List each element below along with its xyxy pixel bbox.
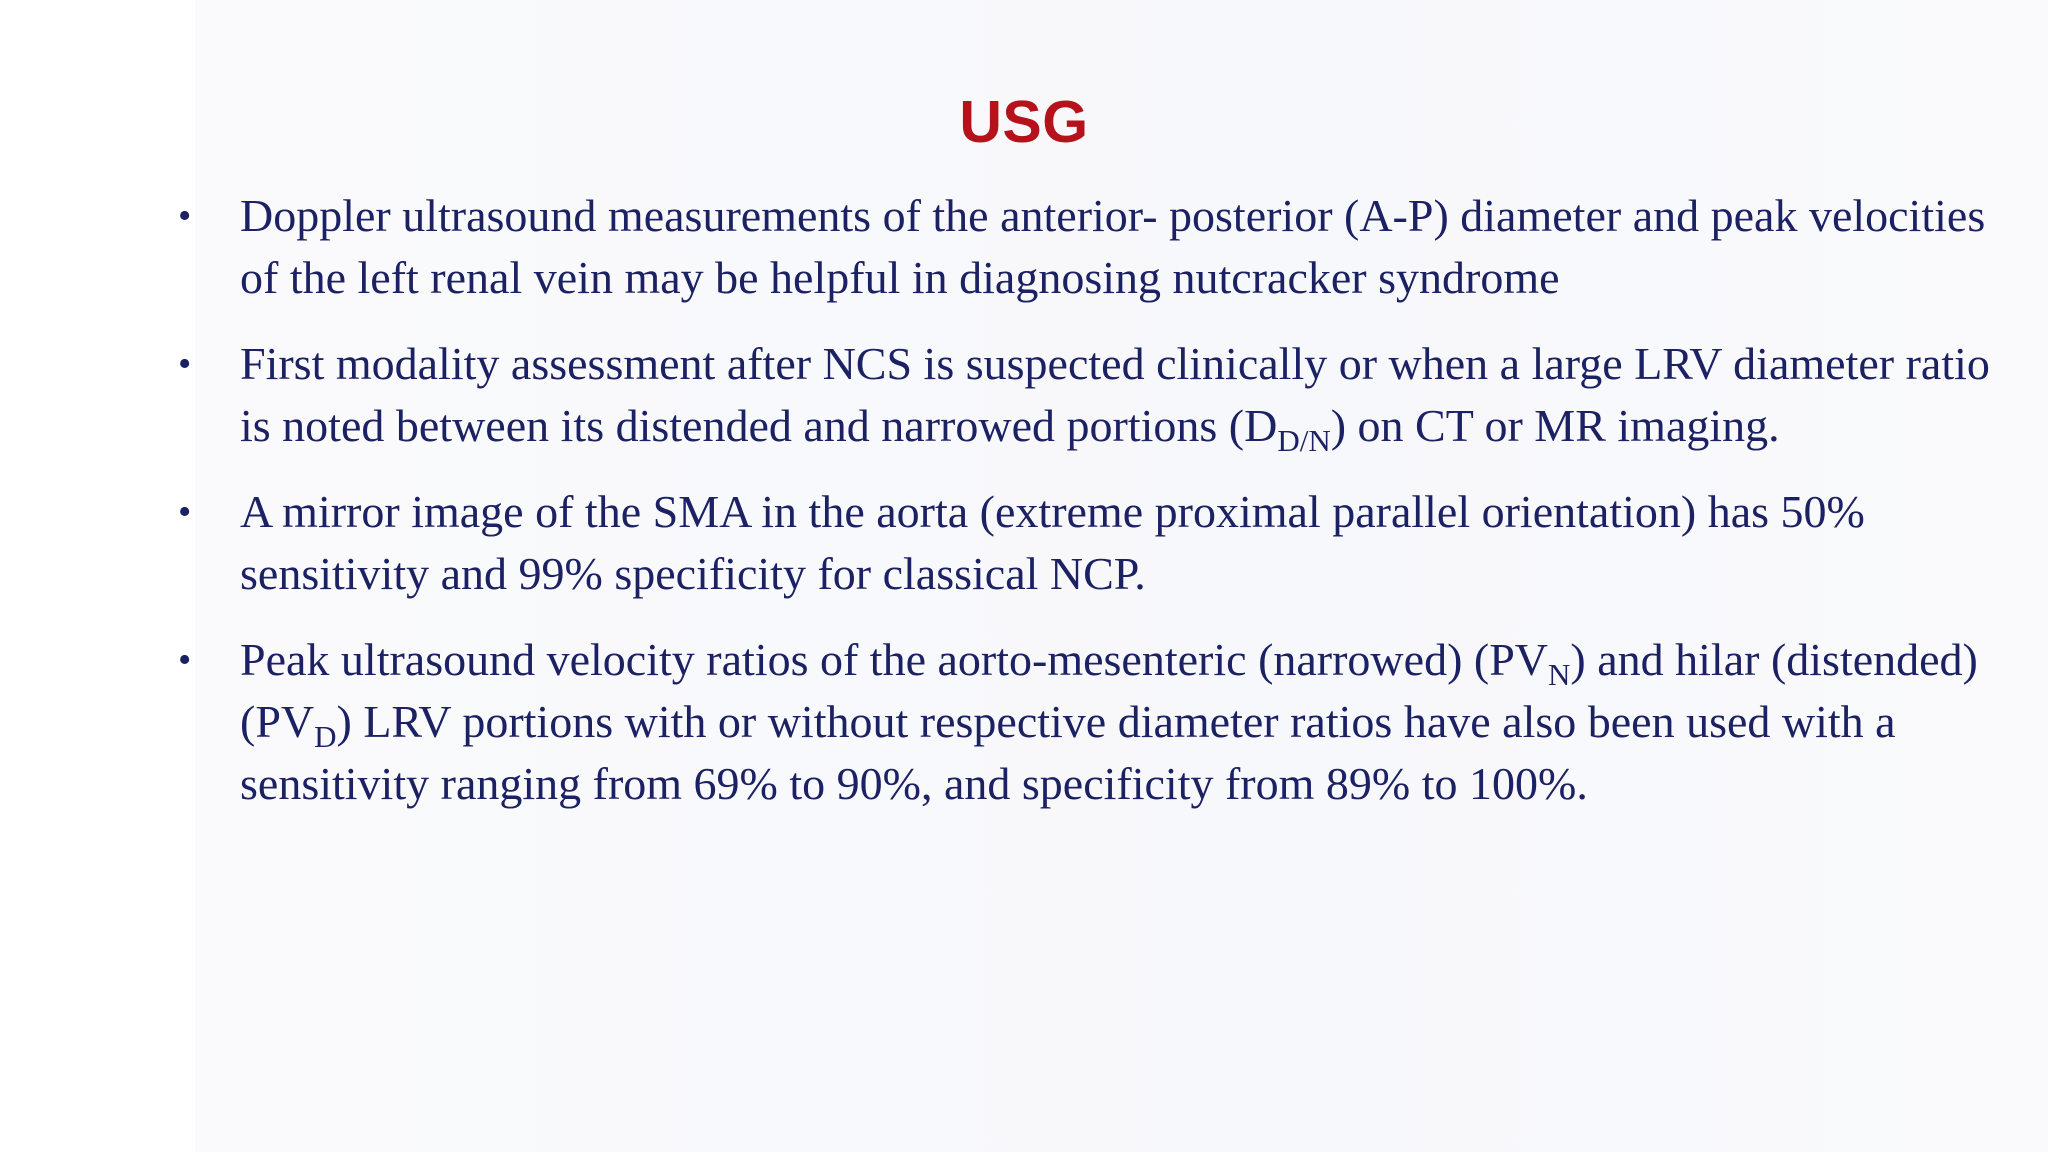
bullet-marker: • — [178, 343, 192, 385]
bullet-marker: • — [178, 639, 192, 681]
bullet-item-4 — [178, 629, 1998, 815]
bullet-text-3: A mirror image of the SMA in the aorta (extreme proximal parallel orientation) has 50% sensitivity and 99% specificity for classical NCP. — [240, 486, 1865, 599]
subscript-n: N — [1548, 657, 1571, 692]
bullet-text-4-after: ) LRV portions with or without respective diameter ratios have also been used with a sensitivity ranging from 69% to 90%, and specificity from 89% to 100%. — [240, 696, 1896, 809]
bullet-item-1 — [178, 185, 1998, 309]
bullet-text-2-after: ) on CT or MR imaging. — [1330, 400, 1780, 451]
subscript-d-n: D/N — [1277, 423, 1331, 458]
bullet-text-4-before: Peak ultrasound velocity ratios of the aorto-mesenteric (narrowed) (PV — [240, 634, 1549, 685]
bullet-text-4-middle: ) and hilar (distended) (PV — [240, 634, 1978, 747]
bullet-item-2 — [178, 333, 1998, 457]
bullet-text-2-before: First modality assessment after NCS is suspected clinically or when a large LRV diameter ratio is noted between its distended and narrowed portions (D — [240, 338, 1990, 451]
bullet-list — [178, 185, 1998, 839]
slide-title: USG — [959, 89, 1089, 155]
bullet-text-1: Doppler ultrasound measurements of the anterior- posterior (A-P) diameter and peak velocities of the left renal vein may be helpful in diagnosing nutcracker syndrome — [240, 190, 1986, 303]
subscript-d: D — [314, 719, 337, 754]
bullet-marker: • — [178, 491, 192, 533]
bullet-marker: • — [178, 195, 192, 237]
bullet-item-3 — [178, 481, 1998, 605]
